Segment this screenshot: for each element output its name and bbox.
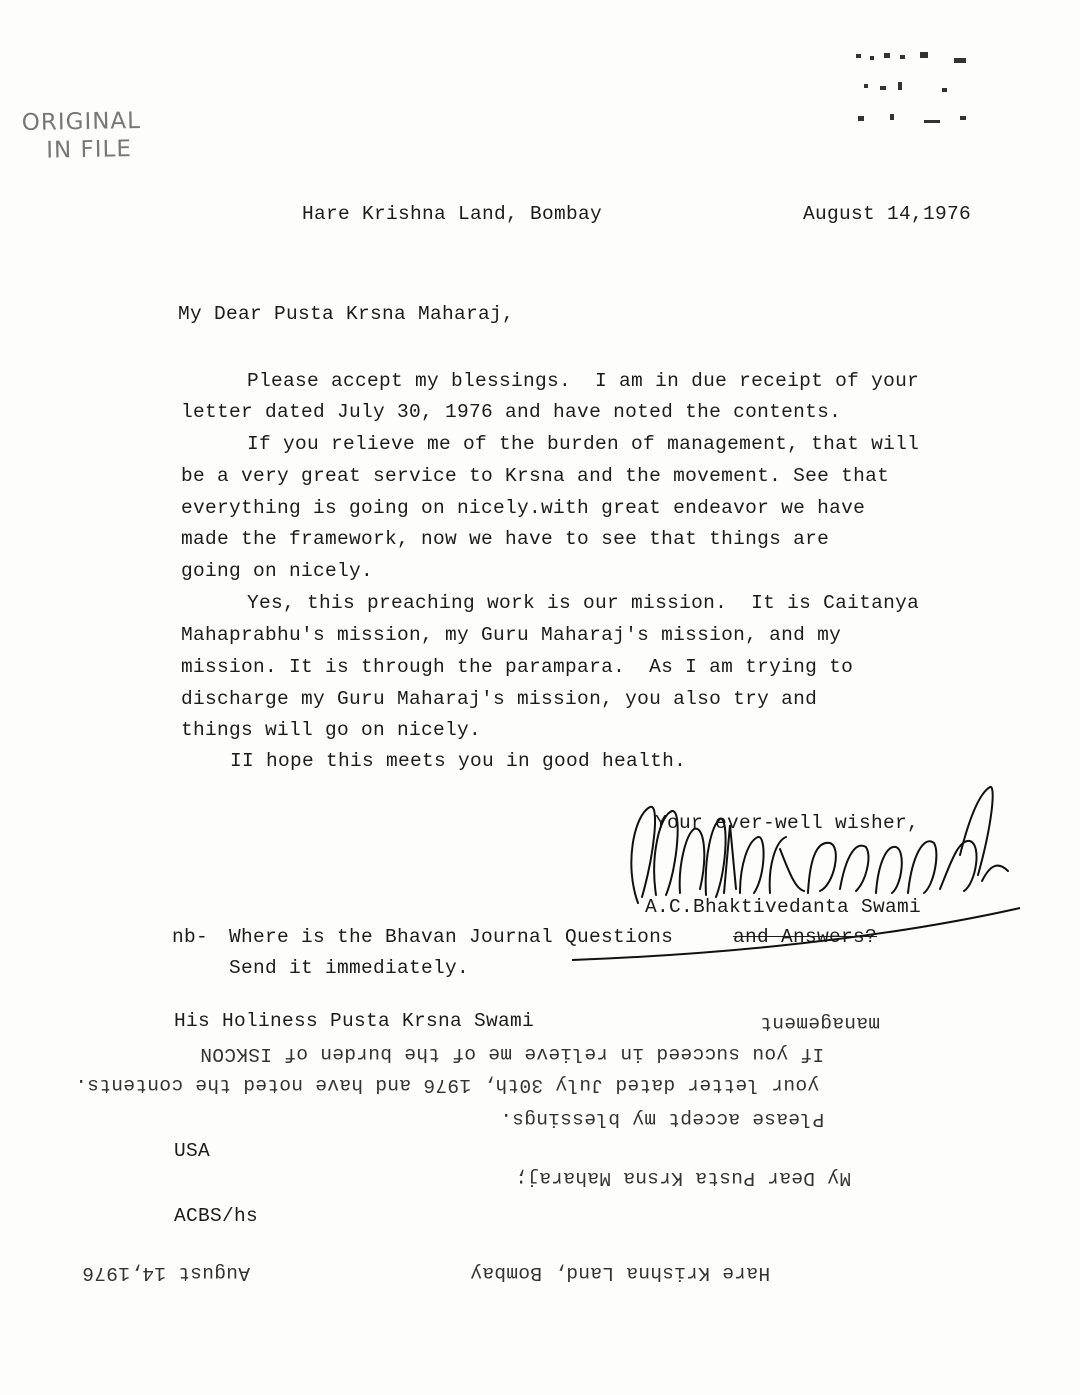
body-line: letter dated July 30, 1976 and have noted the contents. xyxy=(181,401,842,423)
body-line: going on nicely. xyxy=(181,560,374,582)
body-line: If you relieve me of the burden of management, that will xyxy=(247,433,920,455)
original-in-file-stamp xyxy=(22,107,142,165)
letterhead-place: Hare Krishna Land, Bombay xyxy=(302,203,603,225)
body-line: things will go on nicely. xyxy=(181,719,482,741)
body-line: mission. It is through the parampara. As I am trying to xyxy=(181,656,854,678)
bleedthrough-line: Hare Krishna Land, Bombay xyxy=(470,1262,771,1284)
body-line: made the framework, now we have to see that things are xyxy=(181,528,830,550)
closing: Your ever-well wisher, xyxy=(655,812,920,834)
body-line: discharge my Guru Maharaj's mission, you also try and xyxy=(181,688,818,710)
nb-label: nb- xyxy=(172,926,209,948)
nb-question: Where is the Bhavan Journal Questions xyxy=(229,926,674,948)
nb-question-struck: and Answers? xyxy=(733,926,878,948)
bleedthrough-line: My Dear Pusta Krsna Maharaj; xyxy=(515,1167,852,1189)
body-line: Yes, this preaching work is our mission. It is Caitanya xyxy=(247,592,920,614)
bleedthrough-line: your letter dated July 30th, 1976 and have noted the contents. xyxy=(75,1074,820,1096)
initials: ACBS/hs xyxy=(174,1205,259,1227)
bleedthrough-line: August 14,1976 xyxy=(82,1262,251,1284)
corner-smudge-mark xyxy=(850,46,970,136)
body-line: everything is going on nicely.with great endeavor we have xyxy=(181,497,866,519)
body-line: II hope this meets you in good health. xyxy=(230,750,687,772)
bleedthrough-line: management xyxy=(760,1012,881,1034)
stamp-line-1: ORIGINAL xyxy=(21,107,142,137)
addressee-name: His Holiness Pusta Krsna Swami xyxy=(174,1010,535,1032)
body-line: Please accept my blessings. I am in due receipt of your xyxy=(247,370,920,392)
body-line: Mahaprabhu's mission, my Guru Maharaj's mission, and my xyxy=(181,624,842,646)
nb-instruction: Send it immediately. xyxy=(229,957,470,979)
body-line: be a very great service to Krsna and the movement. See that xyxy=(181,465,890,487)
bleedthrough-line: If you succeed in relieve me of the burden of ISKCON xyxy=(200,1043,825,1065)
stamp-line-2: IN FILE xyxy=(46,136,133,164)
letter-date: August 14,1976 xyxy=(803,203,972,225)
salutation: My Dear Pusta Krsna Maharaj, xyxy=(178,303,515,325)
bleedthrough-line: Please accept my blessings. xyxy=(500,1108,825,1130)
addressee-country: USA xyxy=(174,1140,211,1162)
signer-name: A.C.Bhaktivedanta Swami xyxy=(645,896,922,918)
